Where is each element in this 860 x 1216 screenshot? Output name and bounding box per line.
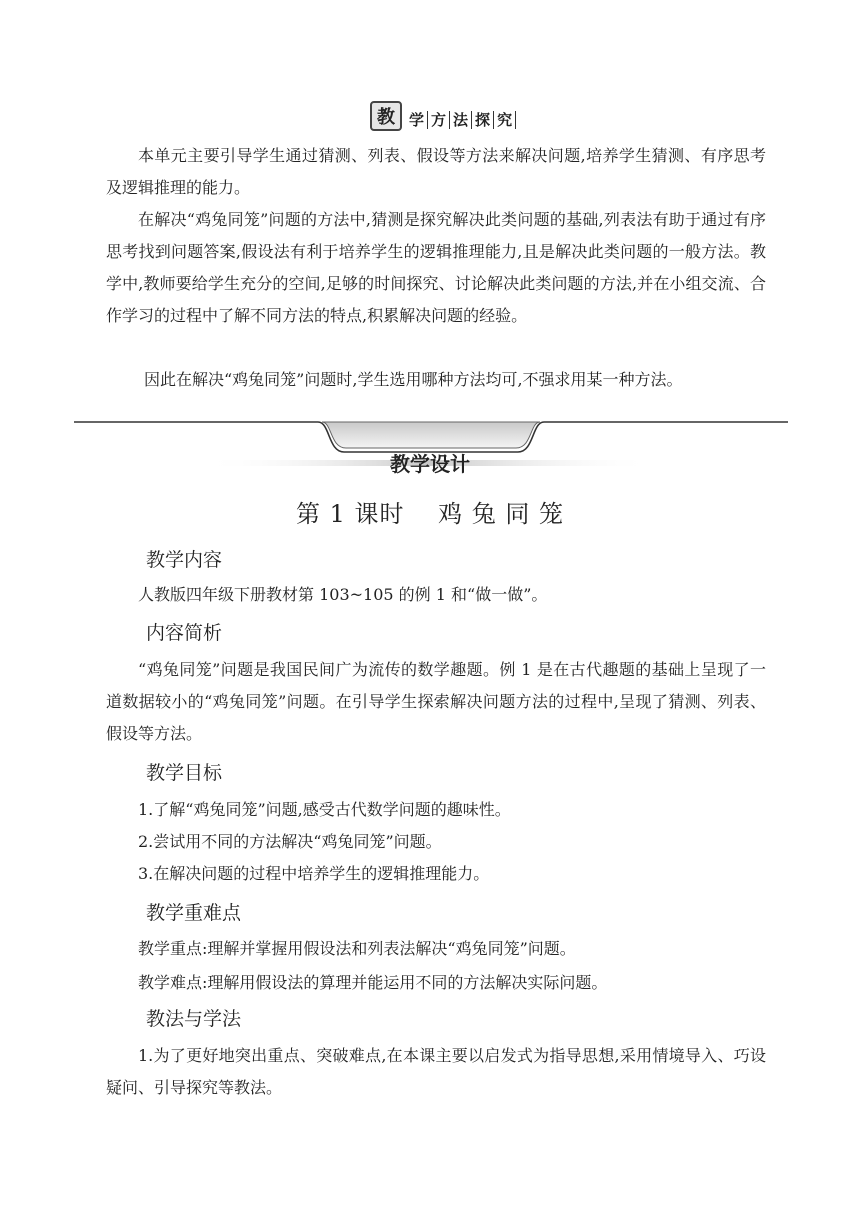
intro-paragraph-3: 因此在解决“鸡兔同笼”问题时,学生选用哪种方法均可,不强求用某一种方法。 [144,370,683,389]
goal-item: 2.尝试用不同的方法解决“鸡兔同笼”问题。 [138,832,442,851]
goal-item: 1.了解“鸡兔同笼”问题,感受古代数学问题的趣味性。 [138,800,511,819]
heading-analysis: 内容简析 [146,622,223,644]
banner-char: 探 [472,111,494,129]
intro-paragraph-1: 本单元主要引导学生通过猜测、列表、假设等方法来解决问题,培养学生猜测、有序思考及逻辑推理的能力。 [106,146,766,197]
heading-goals: 教学目标 [146,762,223,784]
heading-methods: 教法与学法 [146,1008,242,1030]
intro-paragraph-2: 在解决“鸡兔同笼”问题的方法中,猜测是探究解决此类问题的基础,列表法有助于通过有序思考找到问题答案,假设法有利于培养学生的逻辑推理能力,且是解决此类问题的一般方法。教学中,教师要给学生充分的空间,足够的时间探究、讨论解决此类问题的方法,并在小组交流、合作学习的过程中了解不同方法的特点,积累解决问题的经验。 [106,210,766,325]
difficult-point-text: 教学难点:理解用假设法的算理并能运用不同的方法解决实际问题。 [138,973,608,992]
analysis-text: “鸡兔同笼”问题是我国民间广为流传的数学趣题。例 1 是在古代趣题的基础上呈现了一道数据较小的“鸡兔同笼”问题。在引导学生探索解决问题方法的过程中,呈现了猜测、列表、假设等方法。 [106,660,766,743]
heading-key-points: 教学重难点 [146,902,242,924]
key-point-text: 教学重点:理解并掌握用假设法和列表法解决“鸡兔同笼”问题。 [138,939,576,958]
heading-content: 教学内容 [146,549,223,571]
goal-item: 3.在解决问题的过程中培养学生的逻辑推理能力。 [138,864,490,883]
banner-char: 究 [494,111,516,129]
banner-char: 方 [428,111,450,129]
section-banner [370,101,516,131]
content-text: 人教版四年级下册教材第 103~105 的例 1 和“做一做”。 [138,585,548,604]
section-tab-title: 教学设计 [390,452,470,476]
banner-char: 学 [406,111,428,129]
method-text: 1.为了更好地突出重点、突破难点,在本课主要以启发式为指导思想,采用情境导入、巧设疑问、引导探究等教法。 [106,1046,766,1097]
banner-big-char: 教 [370,101,402,131]
lesson-title: 第 1 课时 鸡 兔 同 笼 [295,500,565,528]
banner-char: 法 [450,111,472,129]
